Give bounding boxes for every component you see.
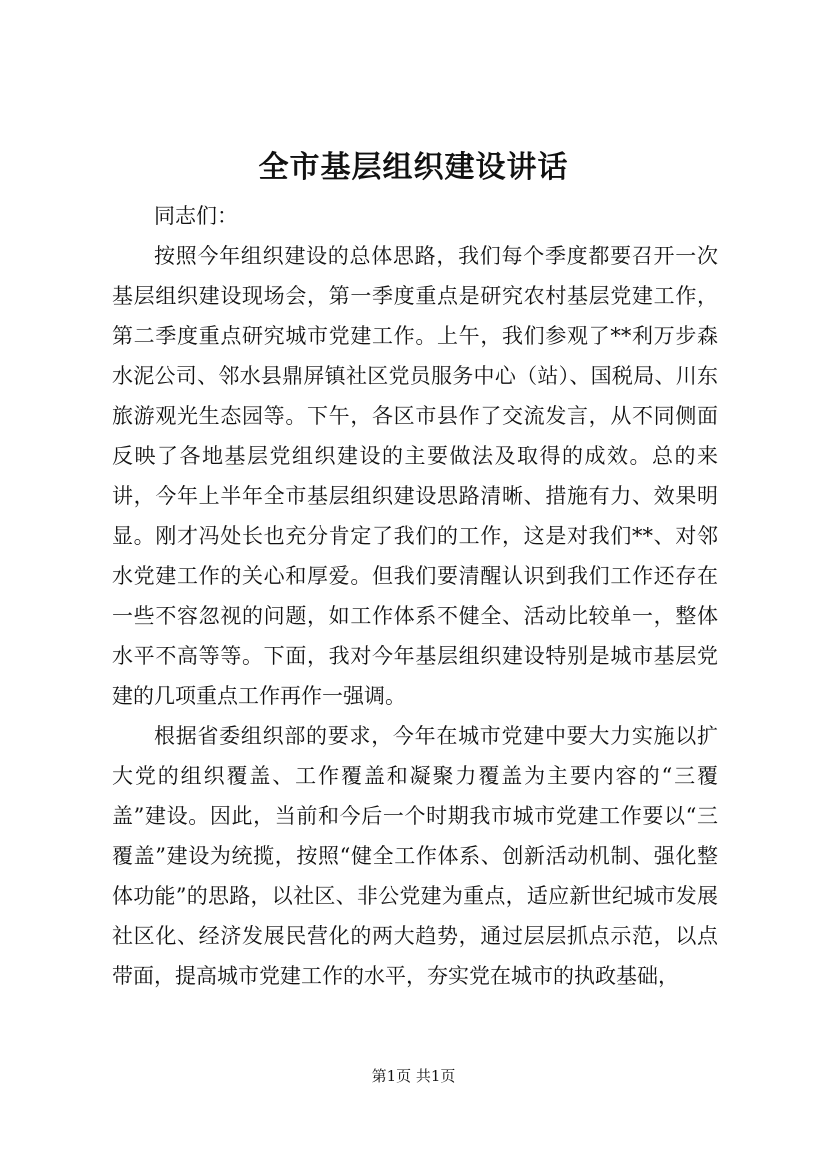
document-body (112, 196, 718, 996)
document-title: 全市基层组织建设讲话 (258, 150, 569, 185)
body-paragraph-2: 根据省委组织部的要求，今年在城市党建中要大力实施以扩大党的组织覆盖、工作覆盖和凝聚力覆盖为主要内容的“三覆盖”建设。因此，当前和今后一个时期我市城市党建工作要以“三覆盖”建设为统揽，按照“健全工作体系、创新活动机制、强化整体功能”的思路，以社区、非公党建为重点，适应新世纪城市发展社区化、经济发展民营化的两大趋势，通过层层抓点示范，以点带面，提高城市党建工作的水平，夯实党在城市的执政基础， (112, 724, 718, 988)
page-footer: 第1页 共1页 (371, 1067, 456, 1085)
salutation: 同志们： (154, 204, 238, 228)
body-paragraph-1: 按照今年组织建设的总体思路，我们每个季度都要召开一次基层组织建设现场会，第一季度重点是研究农村基层党建工作，第二季度重点研究城市党建工作。上午，我们参观了**利万步森水泥公司、邻水县鼎屏镇社区党员服务中心（站）、国税局、川东旅游观光生态园等。下午，各区市县作了交流发言，从不同侧面反映了各地基层党组织建设的主要做法及取得的成效。总的来讲，今年上半年全市基层组织建设思路清晰、措施有力、效果明显。刚才冯处长也充分肯定了我们的工作，这是对我们**、对邻水党建工作的关心和厚爱。但我们要清醒认识到我们工作还存在一些不容忽视的问题，如工作体系不健全、活动比较单一，整体水平不高等等。下面，我对今年基层组织建设特别是城市基层党建的几项重点工作再作一强调。 (112, 244, 718, 708)
